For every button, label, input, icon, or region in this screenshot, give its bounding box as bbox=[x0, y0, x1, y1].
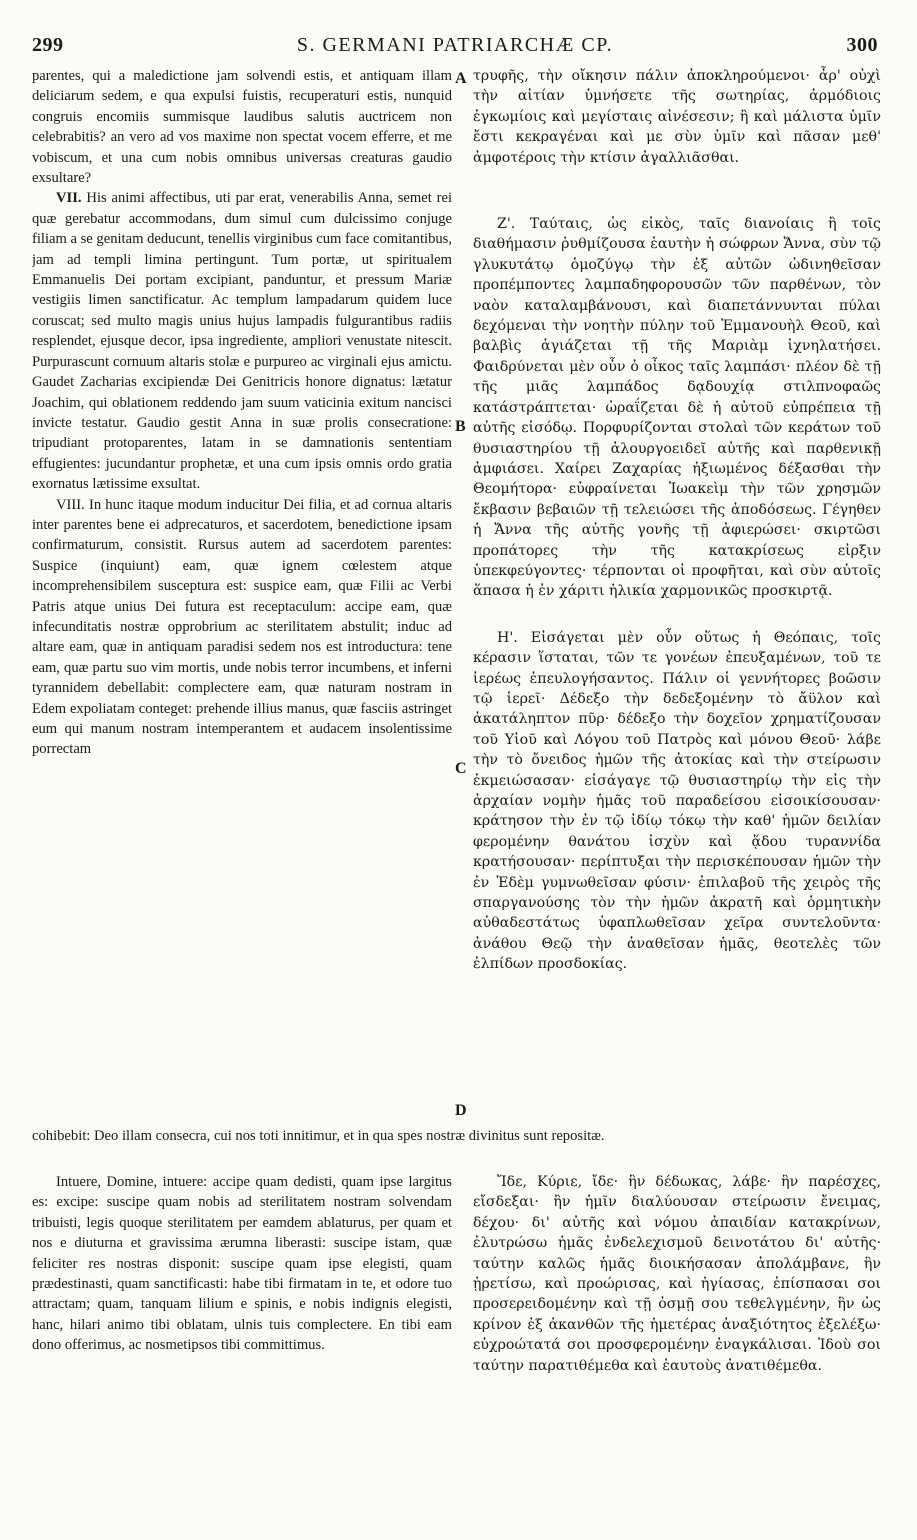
greek-paragraph-7 bbox=[473, 214, 881, 602]
greek-column-top bbox=[473, 66, 881, 1123]
section-number-8: VIII. bbox=[56, 496, 85, 513]
latin-paragraph-8-text: In hunc itaque modum inducitur Dei filia, et ad cornua altaris inter parentes bene ei adprecaturos, et sacerdotem, benedictione ipsam confirmaturum, consistit. Rursus autem ad sacerdotem parentes: Suspice (inquiunt) eam, quæ ignem cœlestem atque incomprehensibilem susceptura est: suspice eam, quæ Filii ac Verbi Patris atque unius Dei futura est receptaculum: accipe eam, quæ infecunditatis nostræ opprobrium ac sterilitatem abstulit; induc ad altare eam, quæ in antiquam paradisi sedem nos est introductura: tene eam, quæ partu suo vim mortis, unde nobis terror incumbens, et inferni tyrannidem debellabit: complectere eam, quæ naturam nostram in Edem expoliatam conteget: prehende illius manus, quæ fasciis astringet eum qui manum nostram intemperantem et audacem insolentissime porrectam bbox=[32, 496, 452, 758]
section-marker-b: B bbox=[455, 418, 466, 435]
page-title: S. GERMANI PATRIARCHÆ CP. bbox=[296, 34, 614, 56]
page-number-left: 299 bbox=[32, 34, 64, 56]
greek-column-bottom bbox=[473, 1172, 881, 1452]
greek-paragraph-8 bbox=[473, 628, 881, 975]
greek-paragraph-8-text: Εἰσάγεται μὲν οὖν οὕτως ἡ Θεόπαις, τοῖς κέρασιν ἵσταται, τῶν τε γονέων ἐπευξαμένων, τοῦ τε ἱερέως ἐπευλογήσαντος. Πάλιν οἱ γεννήτορες βοῶσιν τῷ ἱερεῖ· Δέδεξο τὴν δεδεξομένην τὸ ἄϋλον καὶ ἀκατάληπτον πῦρ· δέδεξο τὴν δοχεῖον χρηματίζουσαν τοῦ Υἱοῦ καὶ Λόγου τοῦ Πατρὸς καὶ μόνου Θεοῦ· λάβε τὴν τὸ ὄνειδος ἡμῶν τῆς ἀτοκίας καὶ τὴν στείρωσιν ἐκμειώσασαν· εἰσάγαγε τῷ θυσιαστηρίῳ τὴν εἰς τὴν ἀρχαίαν νομὴν ἡμᾶς τοῦ παραδείσου εἰσοικίσουσαν· κράτησον τὴν ἐν τῷ ἰδίῳ τόκῳ τὴν καθ' ἡμῶν δειλίαν φερομένην θανάτου ἰσχὺν καὶ ᾅδου τυραννίδα κρατήσουσαν· περίπτυξαι τὴν περισκέπουσαν ἡμῶν τὴν ἐν Ἐδὲμ γυμνωθεῖσαν φύσιν· ἐπιλαβοῦ τῆς χειρὸς τῆς σπαργανούσης τὸν τὴν ἡμῶν ἀκρατῆ καὶ ὁρμητικὴν αὐθαδεστάτως ὑφαπλωθεῖσαν χεῖρα συντελοῦντα· ἀνάθου Θεῷ τὴν ἀναθεῖσαν ἡμᾶς, θεοτελὲς τῶν ἐλπίδων προσδοκίας. bbox=[473, 629, 881, 973]
page-number-right: 300 bbox=[846, 34, 878, 56]
running-head bbox=[32, 34, 878, 62]
greek-paragraph-1: τρυφῆς, τὴν οἴκησιν πάλιν ἀποκληρούμενοι· ἆρ' οὐχὶ τὴν αἰτίαν ὑμνήσετε τῆς σωτηρίας, ἀρμόδιοις ἐγκωμίοις καὶ μεγίσταις αἰνέσεσιν; ἢ καὶ μάλιστα ὑμῖν ἔστι κεκραγέναι καὶ με σὺν ὑμῖν καὶ πᾶσαν μεθ' ἀμφοτέροις τὴν κτίσιν ἀγαλλιᾶσθαι. bbox=[473, 68, 881, 166]
latin-column-top bbox=[32, 66, 452, 1123]
greek-section-number-7: Ζ'. bbox=[497, 216, 516, 233]
section-number-7: VII. bbox=[56, 190, 82, 207]
latin-column-bottom bbox=[32, 1172, 452, 1532]
section-marker-d: D bbox=[455, 1102, 467, 1119]
section-marker-c: C bbox=[455, 760, 467, 777]
greek-paragraph-7-text: Ταύταις, ὡς εἰκὸς, ταῖς διανοίαις ἢ τοῖς διαθήμασιν ῥυθμίζουσα ἑαυτὴν ἡ σώφρων Ἄννα, σὺν τῷ γλυκυτάτῳ ὁμοζύγῳ τὴν ἐξ αὐτῶν ὠδινηθεῖσαν προπέμποντες λαμπαδηφορουσῶν τῶν παρθένων, τὸν ναὸν καταλαμβάνουσι, καὶ διαπετάννυνται πύλαι δεχόμεναι τὴν νοητὴν πύλην τοῦ Ἐμμανουὴλ Θεοῦ, καὶ βαλβὶς ἁγιάζεται τῇ τῆς Μαριὰμ ἰχνηλατήσει. Φαιδρύνεται μὲν οὖν ὁ οἶκος ταῖς λαμπάσι· πλέον δὲ τῇ τῆς μιᾶς λαμπάδος δᾳδουχίᾳ στιλπνοφαῶς κατάστράπτεται· ὡραΐζεται δὲ ἡ αὐτοῦ εὐπρέπεια τῇ αὐτῆς εἰσόδῳ. Πορφυρίζονται στολαὶ τῶν κεράτων τοῦ θυσιαστηρίου τῇ ἁλουργοειδεῖ αὐτῆς καὶ παρθενικῇ ἀμφιάσει. Χαίρει Ζαχαρίας ἠξιωμένος δέξασθαι τὴν Θεομήτορα· εὐφραίνεται Ἰωακεὶμ τὴν τῶν χρησμῶν ἔκβασιν βεβαιῶν τῇ τελειώσει τῆς ἀποδόσεως. Γέγηθεν ἡ Ἄννα τῆς αὐτῆς γονῆς τῇ ἀφιερώσει· σκιρτῶσι προπάτορες τὴν τῆς κατακρίσεως εἰρξιν ὑπεκφεύγοντες· τέρπονται οἱ προφῆται, καὶ σὺν αὐτοῖς ἅπασα ἡ ἐν χάριτι ἡλικία χαρμονικῶς προσκιρτᾷ. bbox=[473, 216, 881, 600]
latin-paragraph-7 bbox=[32, 188, 452, 494]
section-marker-a: A bbox=[455, 70, 467, 87]
latin-paragraph-7-text: His animi affectibus, uti par erat, venerabilis Anna, semet rei quæ gerebatur accommodans, dum simul cum dulcissimo conjuge filiam a se genitam deducunt, tenellis virginibus cum face comitantibus, jam ad templi limina pertingunt. Tum portæ, ut spiritualem Emmanuelis Dei portam excipiant, panduntur, et pressum Mariæ vestigiis limen sanctificatur. Ac templum lampadarum quidem luce coruscat; sed multo magis unius hujus lampadis fulgurantibus radiis resplendet, ejusque decor, ipsa ingrediente, ampliori venustate nitescit. Purpurascunt cornuum altaris stolæ e purpureo ac virginali ejus amictu. Gaudet Zacharias excipiendæ Dei Genitricis honore dignatus: lætatur Joachim, qui oblationem reddendo jam suum vaticinia exitum nancisci invicte testatur. Gaudio gestit Anna in suæ prolis consecratione: tripudiant protoparentes, latam in se damnationis sententiam effugientes: jucundantur prophetæ, et una cum ipsis omnis ordo gratia exornatus lætissime exsultat. bbox=[32, 190, 452, 493]
greek-paragraph-prayer: Ἴδε, Κύριε, ἴδε· ἣν δέδωκας, λάβε· ἣν παρέσχες, εἴσδεξαι· ἣν ἡμῖν διαλύουσαν στείρωσιν ἔνειμας, δέχου· δι' αὐτῆς καὶ νόμου ἀπαιδίαν κατακρίνων, ἐλυτρώσω ἡμᾶς ἐνδελεχισμοῦ δεινοτάτου δι' αὐτῆς· ταύτην καλῶς ἡμᾶς διοικήσασαν ἀπολάμβανε, ἣν ᾑρετίσω, καὶ προώρισας, καὶ ἡγίασας, ἐπίσπασαι σοι προσερειδομένην καὶ τῇ ὀσμῇ σου τεθελγμένην, ἣν ὡς κρίνον ἐξ ἀκανθῶν τῆς ἡμετέρας ἀναξιότητος ἐξελέξω· εὐχροώτατά σοι προσφερομένην ἐναγκάλισαι. Ἰδοὺ σοι ταύτην παρατιθέμεθα καὶ ἑαυτοὺς ἀνατιθέμεθα. bbox=[473, 1174, 881, 1374]
greek-section-number-8: Η'. bbox=[497, 629, 518, 646]
latin-bridge-line: cohibebit: Deo illam consecra, cui nos toti innitimur, et in qua spes nostræ divinitus sunt repositæ. bbox=[32, 1128, 605, 1144]
latin-paragraph-prayer: Intuere, Domine, intuere: accipe quam dedisti, quam ipse largitus es: excipe: suscipe quam nobis ad sterilitatem nostram solvendam tribuisti, legis quoque sterilitatem per eamdem ablaturus, per quam et nos e diuturna et gravissima ærumna liberasti: suscipe istam, quæ feliciter res nostras disponit: suscipe quam ipse elegisti, quam prædestinasti, quam sanctificasti: habe tibi firmatam in te, et odore tuo attractam; quam, tanquam lilium e spinis, e nobis indignis elegisti, hanc, hilari animo tibi oblatam, ulnis tuis complectere. En tibi eam dono offerimus, ac nosmetipsos tibi committimus. bbox=[32, 1174, 452, 1354]
latin-paragraph-8 bbox=[32, 495, 452, 760]
latin-paragraph-1: parentes, qui a maledictione jam solvendi estis, et antiquam illam deliciarum sedem, e qua expulsi fuistis, recuperaturi estis, nunquid congruis encomiis summisque laudibus salutis auctricem non celebrabitis? an vero ad vos maxime non spectat vocem efferre, et me vobiscum, et una cum nobis omnibus universas creaturas gaudio exsultare? bbox=[32, 68, 452, 187]
